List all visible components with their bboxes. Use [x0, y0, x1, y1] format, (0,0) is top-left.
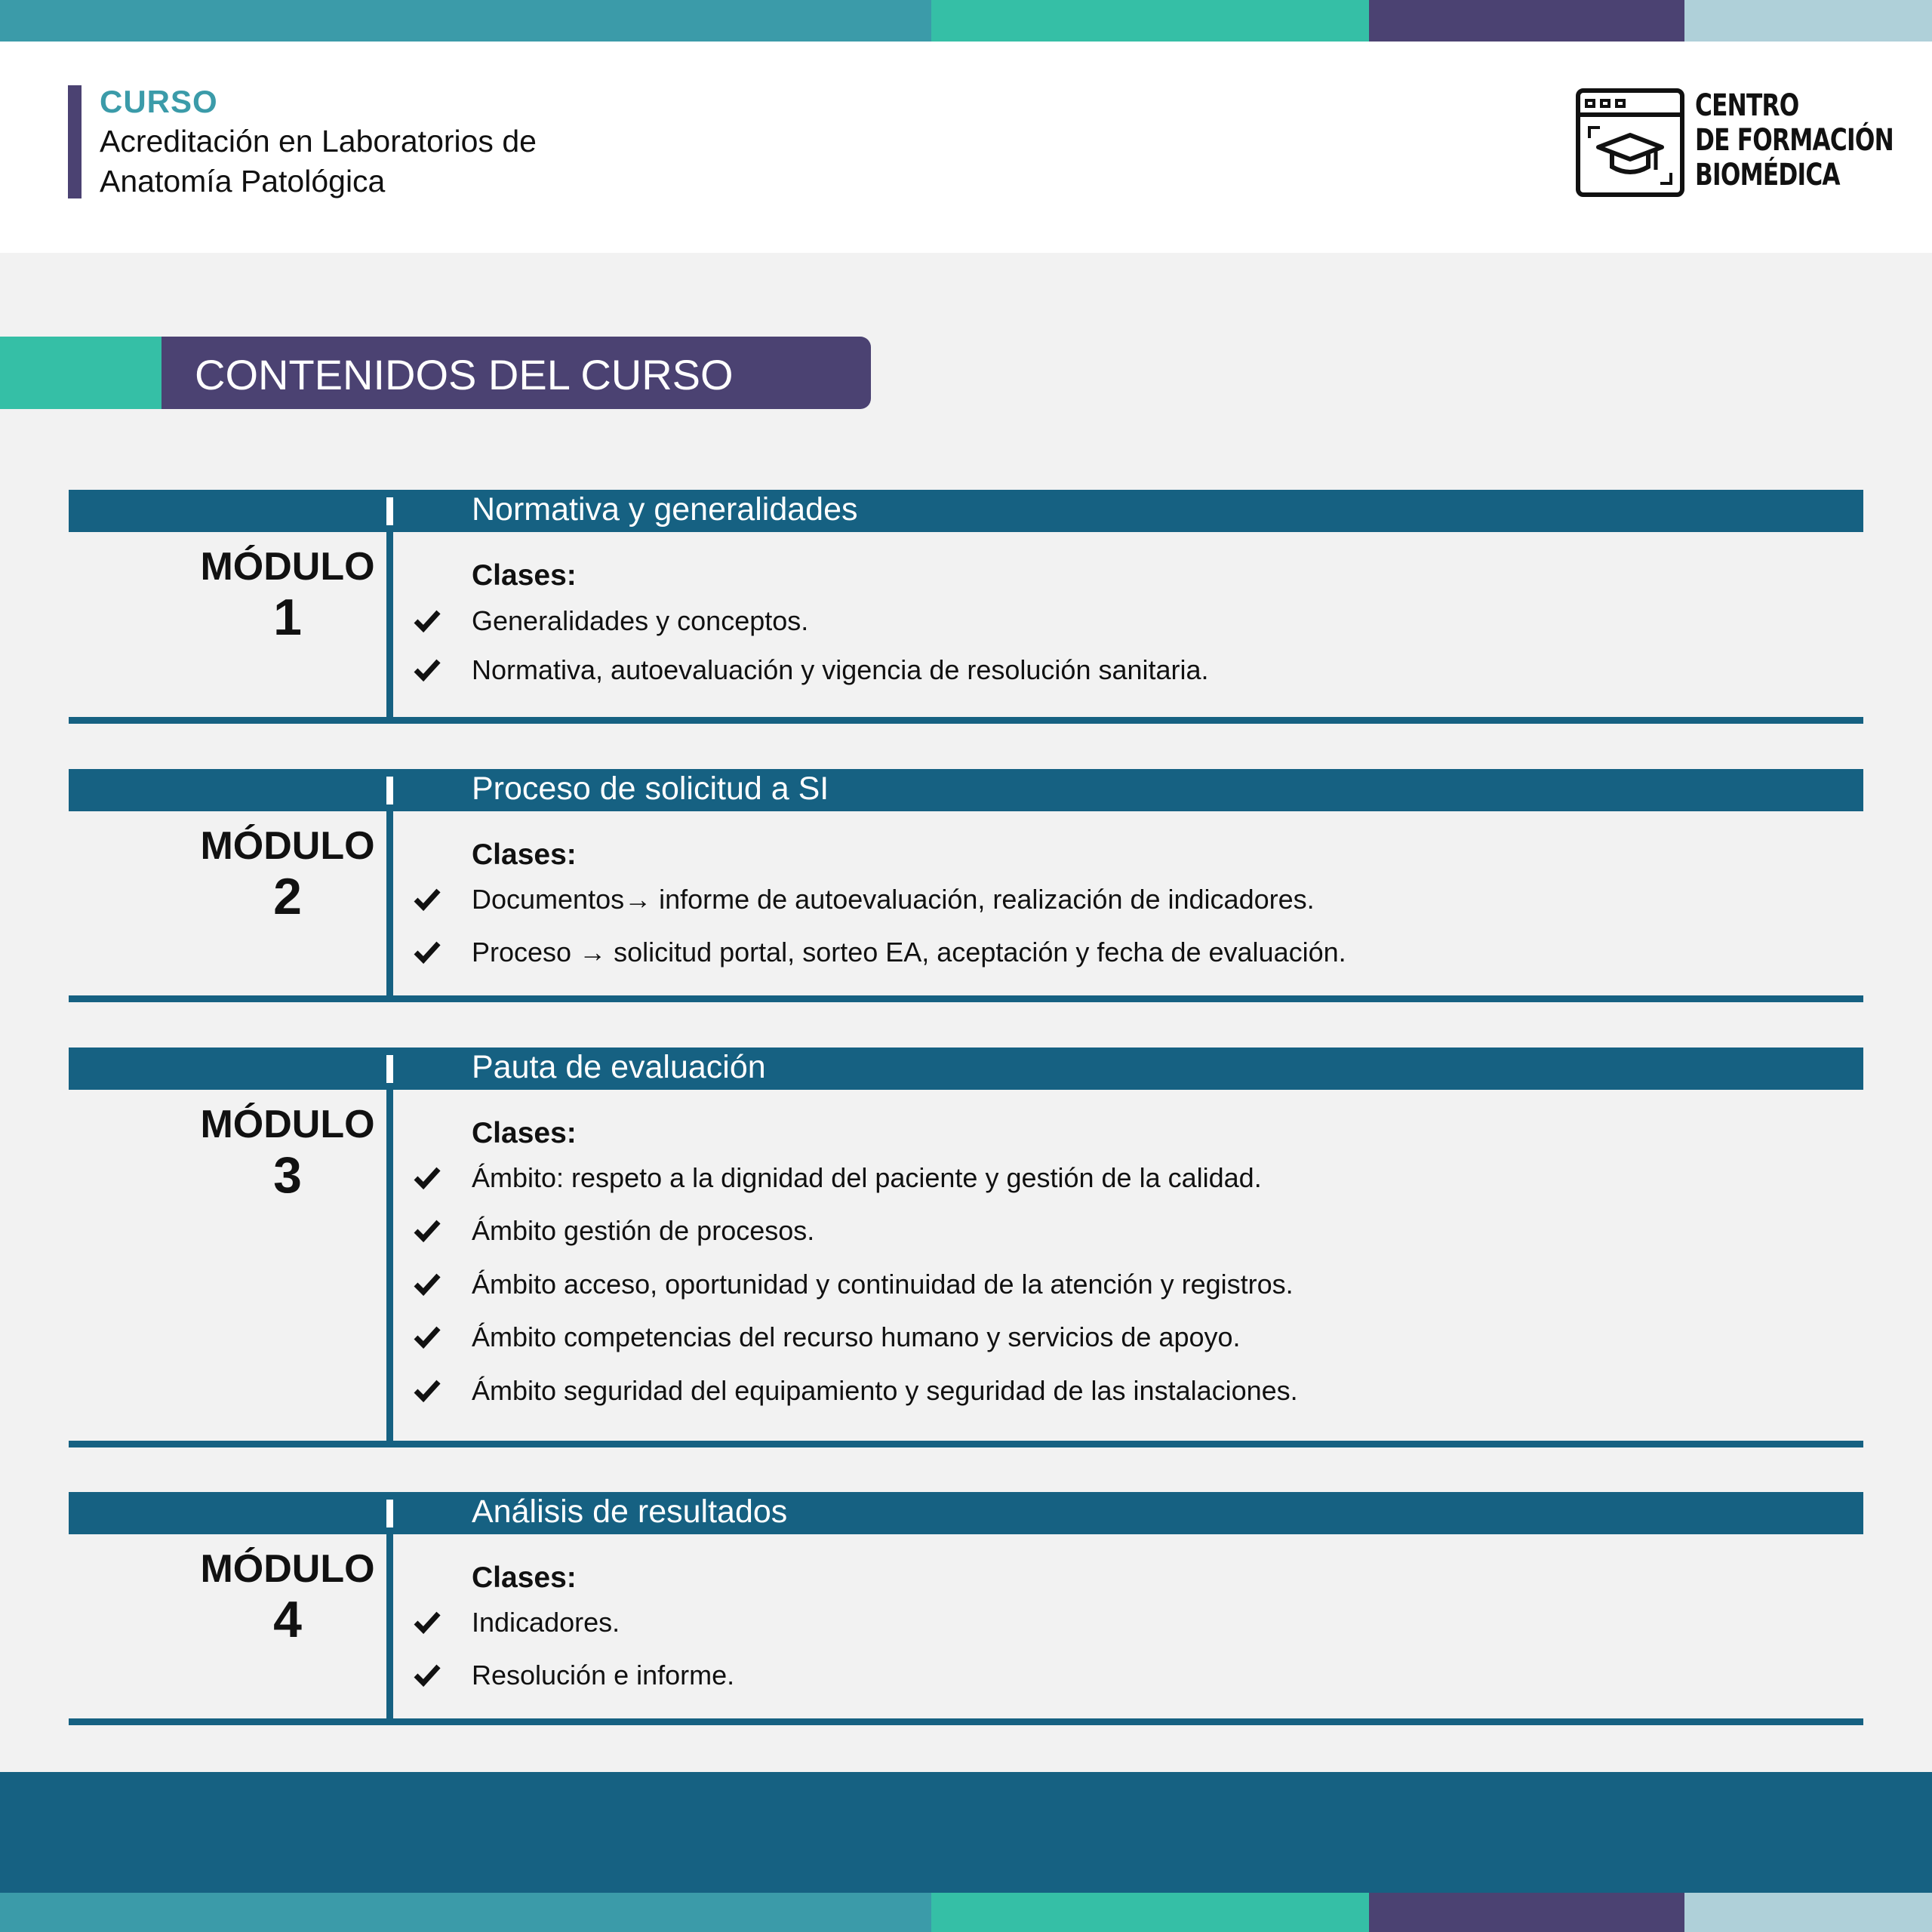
module-label	[197, 1102, 378, 1203]
checkmark-icon	[412, 1607, 442, 1637]
checkmark-icon	[412, 1321, 442, 1352]
module-divider	[386, 811, 393, 996]
graduation-cap-browser-icon	[1576, 88, 1684, 197]
checkmark-icon	[412, 605, 442, 635]
module-title: Normativa y generalidades	[472, 491, 858, 528]
list-item-text: Proceso → solicitud portal, sorteo EA, aceptación y fecha de evaluación.	[472, 937, 1346, 968]
list-item-text: Ámbito acceso, oportunidad y continuidad de la atención y registros.	[472, 1269, 1294, 1300]
list-item-text: Normativa, autoevaluación y vigencia de resolución sanitaria.	[472, 654, 1209, 685]
stripe-segment-light-blue	[1684, 1893, 1932, 1932]
list-item-text: Generalidades y conceptos.	[472, 605, 809, 636]
checkmark-icon	[412, 1162, 442, 1192]
list-item-text: Documentos→ informe de autoevaluación, realización de indicadores.	[472, 884, 1315, 915]
module-word: MÓDULO	[200, 824, 375, 868]
checkmark-icon	[412, 654, 442, 685]
brand-name	[1695, 88, 1894, 192]
module-bottom-rule	[69, 995, 1863, 1002]
checkmark-icon	[412, 1215, 442, 1245]
module-title: Análisis de resultados	[472, 1494, 788, 1530]
checkmark-icon	[412, 937, 442, 967]
list-item-text: Ámbito: respeto a la dignidad del paciente y gestión de la calidad.	[472, 1162, 1262, 1193]
clases-label: Clases:	[472, 838, 577, 871]
module-word: MÓDULO	[200, 545, 375, 589]
module-label	[197, 1546, 378, 1647]
course-title-line-2: Anatomía Patológica	[100, 164, 386, 198]
module-header	[69, 490, 1863, 532]
list-item-text: Ámbito seguridad del equipamiento y seguridad de las instalaciones.	[472, 1375, 1298, 1406]
stripe-segment-light-blue	[1684, 0, 1932, 42]
list-item-text: Indicadores.	[472, 1607, 620, 1638]
brand-name-line-2: DE FORMACIÓN	[1695, 123, 1894, 158]
module-word: MÓDULO	[200, 1547, 375, 1591]
module-divider	[386, 1090, 393, 1441]
stripe-segment-mint	[931, 1893, 1369, 1932]
module-number: 2	[273, 868, 302, 925]
module-divider	[386, 532, 393, 717]
module-4	[69, 1492, 1863, 1726]
stripe-segment-purple	[1369, 0, 1684, 42]
clases-label: Clases:	[472, 1117, 577, 1149]
module-header	[69, 1492, 1863, 1534]
module-divider	[386, 1534, 393, 1719]
clases-label: Clases:	[472, 1561, 577, 1594]
stripe-segment-teal	[0, 1893, 931, 1932]
module-bottom-rule	[69, 1441, 1863, 1447]
module-2	[69, 769, 1863, 1003]
section-title-teal-block	[0, 337, 162, 409]
brand-logo	[1576, 88, 1894, 202]
checkmark-icon	[412, 1660, 442, 1690]
section-title: CONTENIDOS DEL CURSO	[195, 351, 734, 398]
course-title-line-1: Acreditación en Laboratorios de	[100, 124, 537, 158]
stripe-segment-purple	[1369, 1893, 1684, 1932]
module-header	[69, 769, 1863, 811]
module-number: 3	[273, 1146, 302, 1204]
module-label	[197, 823, 378, 924]
module-3	[69, 1048, 1863, 1447]
module-title: Proceso de solicitud a SI	[472, 771, 829, 807]
brand-name-line-3: BIOMÉDICA	[1695, 158, 1840, 192]
stripe-segment-teal	[0, 0, 931, 42]
module-bottom-rule	[69, 1718, 1863, 1725]
module-number: 1	[273, 589, 302, 646]
course-label: CURSO	[100, 84, 218, 119]
module-word: MÓDULO	[200, 1103, 375, 1146]
checkmark-icon	[412, 884, 442, 914]
header-accent-bar	[68, 85, 82, 198]
stripe-segment-mint	[931, 0, 1369, 42]
module-1	[69, 490, 1863, 724]
page-header	[0, 42, 1932, 253]
brand-name-line-1: CENTRO	[1695, 88, 1799, 123]
list-item-text: Ámbito gestión de procesos.	[472, 1215, 815, 1246]
footer-band	[0, 1772, 1932, 1893]
list-item-text: Ámbito competencias del recurso humano y servicios de apoyo.	[472, 1321, 1241, 1352]
checkmark-icon	[412, 1269, 442, 1299]
module-label	[197, 544, 378, 645]
checkmark-icon	[412, 1375, 442, 1405]
module-number: 4	[273, 1591, 302, 1648]
bottom-color-stripe	[0, 1893, 1932, 1932]
module-bottom-rule	[69, 717, 1863, 724]
module-header	[69, 1048, 1863, 1090]
top-color-stripe	[0, 0, 1932, 42]
course-title	[100, 122, 703, 202]
module-title: Pauta de evaluación	[472, 1049, 766, 1085]
list-item-text: Resolución e informe.	[472, 1660, 735, 1690]
clases-label: Clases:	[472, 559, 577, 592]
